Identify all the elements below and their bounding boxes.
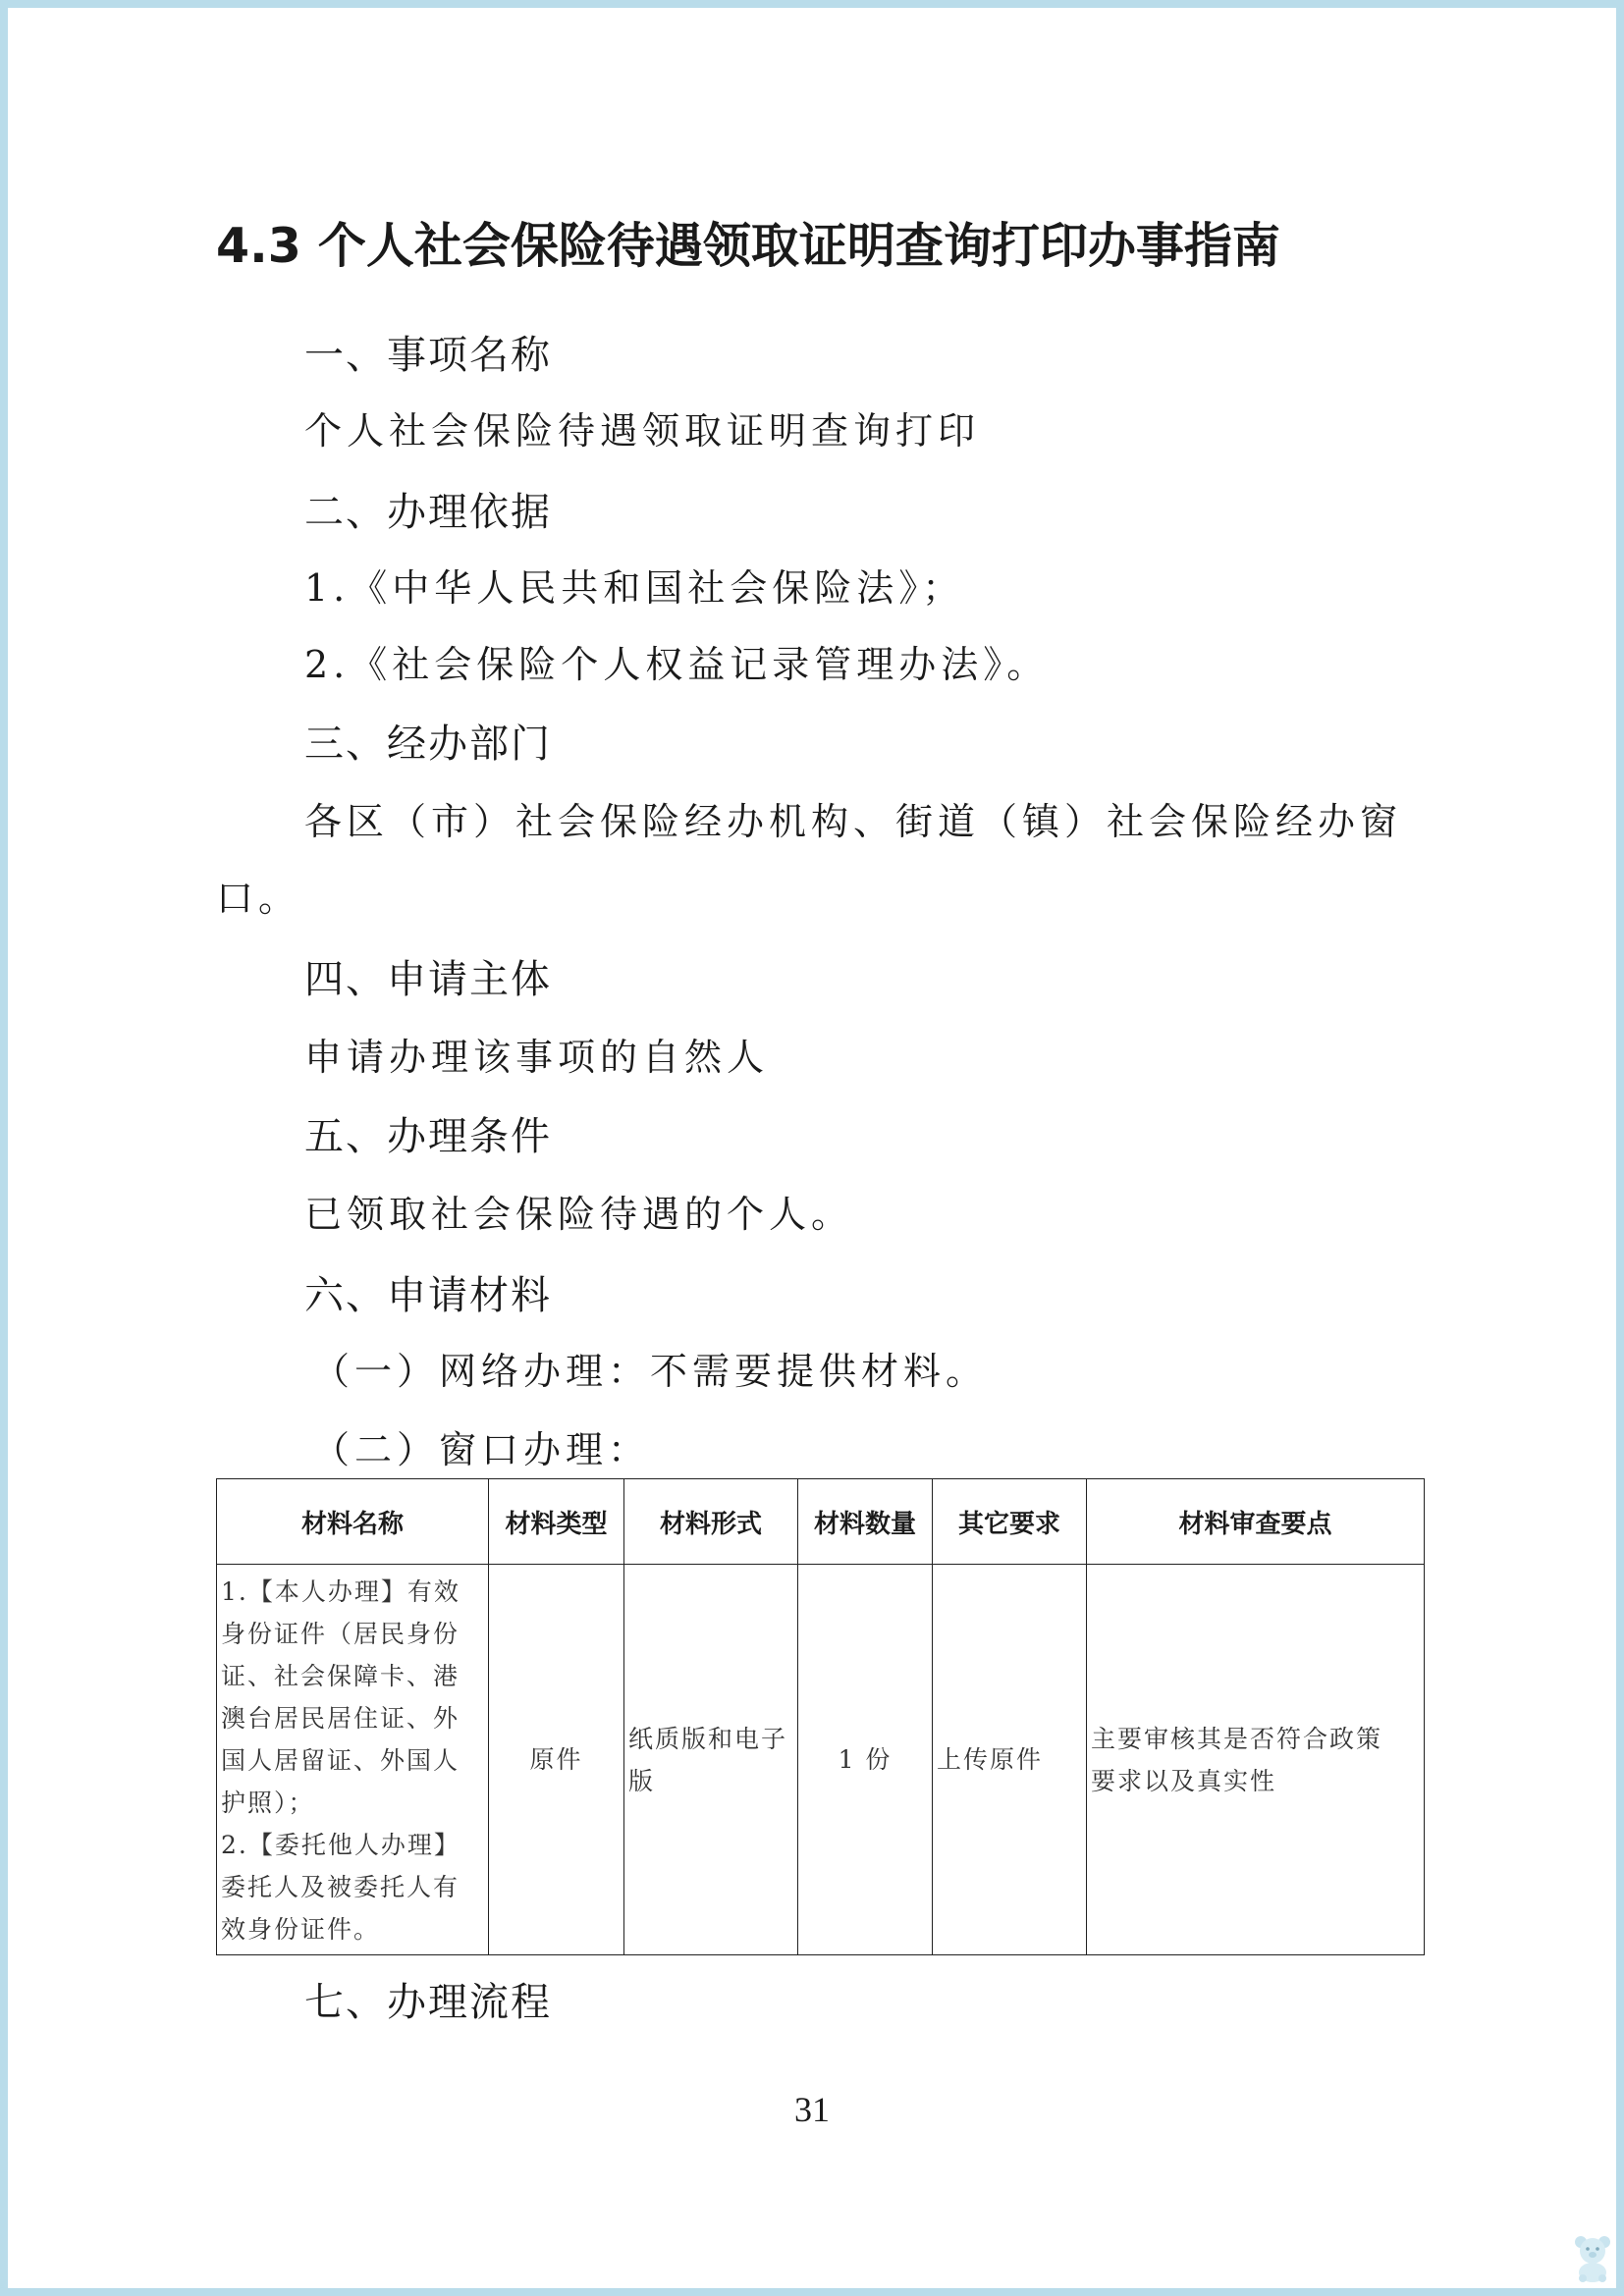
section-heading-basis: 二、办理依据 (304, 490, 552, 535)
material-name-line: 委托人及被委托人有 (221, 1873, 460, 1901)
section-heading-process: 七、办理流程 (304, 1980, 552, 2025)
materials-table (216, 1478, 1425, 1955)
basis-item-2: 2.《社会保险个人权益记录管理办法》。 (304, 643, 1050, 686)
material-quantity-cell: 1 份 (798, 1565, 933, 1955)
section-heading-conditions: 五、办理条件 (304, 1114, 552, 1159)
material-name-cell (217, 1565, 489, 1955)
material-name-line: 身份证件（居民身份 (221, 1620, 460, 1648)
header-review-points: 材料审查要点 (1087, 1479, 1425, 1565)
material-name-line: 证、社会保障卡、港 (221, 1662, 460, 1690)
section-heading-materials: 六、申请材料 (304, 1273, 552, 1318)
bear-watermark-icon (1571, 2233, 1614, 2282)
table-row (217, 1565, 1425, 1955)
material-form-cell (624, 1565, 798, 1955)
material-name-line: 澳台居民居住证、外 (221, 1704, 460, 1733)
conditions-text: 已领取社会保险待遇的个人。 (304, 1193, 854, 1236)
section-heading-name: 一、事项名称 (304, 333, 552, 378)
material-form-line: 纸质版和电子 (628, 1724, 788, 1753)
header-material-type: 材料类型 (489, 1479, 624, 1565)
page-number: 31 (794, 2090, 830, 2129)
review-points-line: 要求以及真实性 (1091, 1766, 1277, 1795)
department-text-line2: 口。 (216, 877, 301, 920)
material-name-line: 国人居留证、外国人 (221, 1746, 460, 1775)
online-materials-text: （一）网络办理：不需要提供材料。 (312, 1350, 989, 1393)
material-name-line: 1.【本人办理】有效 (221, 1577, 460, 1606)
department-text-line1: 各区（市）社会保险经办机构、街道（镇）社会保险经办窗 (304, 800, 1403, 843)
item-name-text: 个人社会保险待遇领取证明查询打印 (304, 409, 981, 453)
material-name-line: 护照）； (221, 1789, 315, 1817)
review-points-cell (1087, 1565, 1425, 1955)
material-name-line: 2.【委托他人办理】 (221, 1831, 460, 1859)
table-header-row (217, 1479, 1425, 1565)
material-name-line: 效身份证件。 (221, 1915, 381, 1944)
section-heading-department: 三、经办部门 (304, 721, 552, 767)
page-title: 4.3 个人社会保险待遇领取证明查询打印办事指南 (216, 218, 1280, 274)
header-material-quantity: 材料数量 (798, 1479, 933, 1565)
applicant-text: 申请办理该事项的自然人 (304, 1036, 770, 1079)
header-material-form: 材料形式 (624, 1479, 798, 1565)
header-other-requirements: 其它要求 (933, 1479, 1087, 1565)
review-points-line: 主要审核其是否符合政策 (1091, 1724, 1383, 1753)
window-materials-text: （二）窗口办理： (312, 1428, 651, 1471)
header-material-name: 材料名称 (217, 1479, 489, 1565)
material-form-line: 版 (628, 1766, 656, 1795)
material-type-cell: 原件 (489, 1565, 624, 1955)
basis-item-1: 1.《中华人民共和国社会保险法》； (304, 566, 965, 610)
other-requirements-cell: 上传原件 (933, 1565, 1087, 1955)
section-heading-applicant: 四、申请主体 (304, 957, 552, 1002)
